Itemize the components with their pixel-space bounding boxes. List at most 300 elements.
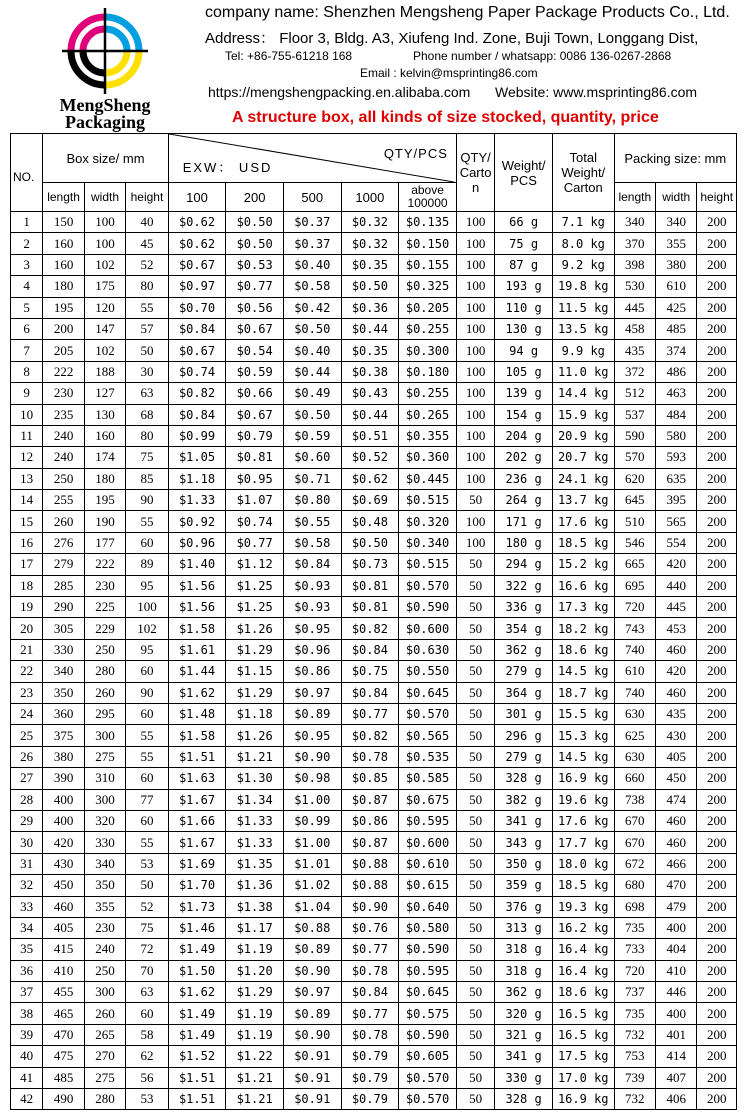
price-100: $0.67 bbox=[168, 340, 226, 361]
row-number: 20 bbox=[11, 618, 43, 639]
packing-length: 735 bbox=[614, 917, 655, 938]
packing-width: 450 bbox=[656, 768, 697, 789]
row-number: 35 bbox=[11, 939, 43, 960]
price-1000: $0.81 bbox=[341, 575, 399, 596]
packing-width: 453 bbox=[656, 618, 697, 639]
price-500: $1.00 bbox=[283, 789, 341, 810]
row-number: 3 bbox=[11, 254, 43, 275]
table-row bbox=[11, 896, 737, 917]
weight-per-pcs: 362 g bbox=[495, 982, 553, 1003]
packing-height: 200 bbox=[697, 1003, 737, 1024]
packing-length: 645 bbox=[614, 490, 655, 511]
price-500: $0.37 bbox=[283, 233, 341, 254]
box-length: 455 bbox=[43, 982, 84, 1003]
header-weight-pcs: Weight/ PCS bbox=[495, 134, 553, 212]
packing-width: 463 bbox=[656, 383, 697, 404]
row-number: 33 bbox=[11, 896, 43, 917]
price-100: $1.62 bbox=[168, 982, 226, 1003]
packing-width: 565 bbox=[656, 511, 697, 532]
weight-per-pcs: 376 g bbox=[495, 896, 553, 917]
price-1000: $0.32 bbox=[341, 233, 399, 254]
box-height: 102 bbox=[126, 618, 168, 639]
box-length: 290 bbox=[43, 597, 84, 618]
weight-per-pcs: 202 g bbox=[495, 447, 553, 468]
price-above-100000: $0.600 bbox=[399, 832, 457, 853]
box-height: 60 bbox=[126, 810, 168, 831]
weight-per-pcs: 354 g bbox=[495, 618, 553, 639]
price-above-100000: $0.135 bbox=[399, 212, 457, 233]
qty-per-carton: 100 bbox=[456, 361, 494, 382]
weight-per-pcs: 328 g bbox=[495, 1089, 553, 1110]
box-height: 40 bbox=[126, 212, 168, 233]
box-length: 380 bbox=[43, 746, 84, 767]
weight-per-pcs: 320 g bbox=[495, 1003, 553, 1024]
table-row bbox=[11, 212, 737, 233]
packing-height: 200 bbox=[697, 297, 737, 318]
price-100: $1.49 bbox=[168, 1003, 226, 1024]
box-length: 276 bbox=[43, 532, 84, 553]
price-100: $1.56 bbox=[168, 575, 226, 596]
packing-length: 735 bbox=[614, 1003, 655, 1024]
box-length: 180 bbox=[43, 276, 84, 297]
row-number: 11 bbox=[11, 425, 43, 446]
price-100: $1.48 bbox=[168, 703, 226, 724]
price-100: $1.52 bbox=[168, 1046, 226, 1067]
price-200: $1.15 bbox=[226, 661, 284, 682]
packing-height: 200 bbox=[697, 1067, 737, 1088]
price-100: $1.69 bbox=[168, 853, 226, 874]
weight-per-pcs: 301 g bbox=[495, 703, 553, 724]
qty-per-carton: 50 bbox=[456, 490, 494, 511]
packing-length: 445 bbox=[614, 297, 655, 318]
price-500: $0.58 bbox=[283, 276, 341, 297]
price-500: $0.95 bbox=[283, 725, 341, 746]
price-500: $0.91 bbox=[283, 1046, 341, 1067]
box-height: 68 bbox=[126, 404, 168, 425]
price-500: $0.50 bbox=[283, 404, 341, 425]
price-100: $1.58 bbox=[168, 725, 226, 746]
total-weight-carton: 17.6 kg bbox=[552, 810, 614, 831]
price-1000: $0.62 bbox=[341, 468, 399, 489]
price-200: $1.33 bbox=[226, 810, 284, 831]
table-row bbox=[11, 233, 737, 254]
packing-width: 406 bbox=[656, 1089, 697, 1110]
price-above-100000: $0.595 bbox=[399, 810, 457, 831]
price-100: $0.74 bbox=[168, 361, 226, 382]
price-500: $0.42 bbox=[283, 297, 341, 318]
row-number: 23 bbox=[11, 682, 43, 703]
packing-length: 610 bbox=[614, 661, 655, 682]
table-row bbox=[11, 703, 737, 724]
weight-per-pcs: 180 g bbox=[495, 532, 553, 553]
qty-per-carton: 100 bbox=[456, 212, 494, 233]
price-200: $0.79 bbox=[226, 425, 284, 446]
price-1000: $0.88 bbox=[341, 875, 399, 896]
price-1000: $0.36 bbox=[341, 297, 399, 318]
packing-length: 698 bbox=[614, 896, 655, 917]
weight-per-pcs: 330 g bbox=[495, 1067, 553, 1088]
price-100: $1.66 bbox=[168, 810, 226, 831]
total-weight-carton: 17.6 kg bbox=[552, 511, 614, 532]
packing-height: 200 bbox=[697, 532, 737, 553]
price-100: $1.33 bbox=[168, 490, 226, 511]
price-above-100000: $0.645 bbox=[399, 982, 457, 1003]
price-500: $0.71 bbox=[283, 468, 341, 489]
box-width: 240 bbox=[84, 939, 125, 960]
total-weight-carton: 18.6 kg bbox=[552, 982, 614, 1003]
company-name: company name: Shenzhen Mengsheng Paper Package Products Co., Ltd. bbox=[205, 4, 730, 21]
row-number: 24 bbox=[11, 703, 43, 724]
qty-per-carton: 50 bbox=[456, 1046, 494, 1067]
price-100: $1.58 bbox=[168, 618, 226, 639]
row-number: 39 bbox=[11, 1024, 43, 1045]
packing-length: 537 bbox=[614, 404, 655, 425]
price-200: $1.36 bbox=[226, 875, 284, 896]
row-number: 9 bbox=[11, 383, 43, 404]
price-above-100000: $0.570 bbox=[399, 1089, 457, 1110]
qty-per-carton: 50 bbox=[456, 896, 494, 917]
packing-length: 733 bbox=[614, 939, 655, 960]
price-1000: $0.50 bbox=[341, 532, 399, 553]
price-200: $1.25 bbox=[226, 575, 284, 596]
price-500: $0.44 bbox=[283, 361, 341, 382]
box-width: 229 bbox=[84, 618, 125, 639]
qty-per-carton: 50 bbox=[456, 661, 494, 682]
packing-width: 425 bbox=[656, 297, 697, 318]
packing-height: 200 bbox=[697, 1046, 737, 1067]
packing-width: 554 bbox=[656, 532, 697, 553]
box-length: 400 bbox=[43, 810, 84, 831]
box-height: 90 bbox=[126, 682, 168, 703]
total-weight-carton: 18.0 kg bbox=[552, 853, 614, 874]
box-width: 222 bbox=[84, 554, 125, 575]
box-height: 45 bbox=[126, 233, 168, 254]
total-weight-carton: 18.7 kg bbox=[552, 682, 614, 703]
qty-per-carton: 50 bbox=[456, 618, 494, 639]
box-height: 95 bbox=[126, 575, 168, 596]
packing-width: 440 bbox=[656, 575, 697, 596]
table-row bbox=[11, 661, 737, 682]
table-row bbox=[11, 361, 737, 382]
total-weight-carton: 20.9 kg bbox=[552, 425, 614, 446]
box-width: 102 bbox=[84, 254, 125, 275]
price-100: $0.97 bbox=[168, 276, 226, 297]
price-100: $1.51 bbox=[168, 1067, 226, 1088]
box-width: 355 bbox=[84, 896, 125, 917]
qty-per-carton: 50 bbox=[456, 1089, 494, 1110]
box-width: 230 bbox=[84, 917, 125, 938]
box-width: 300 bbox=[84, 982, 125, 1003]
table-row bbox=[11, 725, 737, 746]
weight-per-pcs: 87 g bbox=[495, 254, 553, 275]
price-500: $0.96 bbox=[283, 639, 341, 660]
price-above-100000: $0.550 bbox=[399, 661, 457, 682]
table-body bbox=[11, 212, 737, 1110]
qty-per-carton: 100 bbox=[456, 233, 494, 254]
box-height: 75 bbox=[126, 917, 168, 938]
total-weight-carton: 17.3 kg bbox=[552, 597, 614, 618]
price-500: $0.91 bbox=[283, 1089, 341, 1110]
packing-length: 435 bbox=[614, 340, 655, 361]
qty-per-carton: 100 bbox=[456, 468, 494, 489]
packing-length: 738 bbox=[614, 789, 655, 810]
packing-width: 474 bbox=[656, 789, 697, 810]
price-above-100000: $0.515 bbox=[399, 554, 457, 575]
packing-width: 420 bbox=[656, 661, 697, 682]
packing-length: 458 bbox=[614, 318, 655, 339]
price-above-100000: $0.575 bbox=[399, 1003, 457, 1024]
box-width: 190 bbox=[84, 511, 125, 532]
price-200: $1.38 bbox=[226, 896, 284, 917]
qty-per-carton: 100 bbox=[456, 511, 494, 532]
price-1000: $0.77 bbox=[341, 939, 399, 960]
weight-per-pcs: 171 g bbox=[495, 511, 553, 532]
packing-height: 200 bbox=[697, 361, 737, 382]
total-weight-carton: 16.5 kg bbox=[552, 1024, 614, 1045]
packing-width: 400 bbox=[656, 1003, 697, 1024]
packing-length: 720 bbox=[614, 960, 655, 981]
price-200: $0.50 bbox=[226, 233, 284, 254]
box-length: 405 bbox=[43, 917, 84, 938]
box-width: 260 bbox=[84, 1003, 125, 1024]
price-500: $0.40 bbox=[283, 254, 341, 275]
weight-per-pcs: 341 g bbox=[495, 810, 553, 831]
crosshair-logo-icon bbox=[62, 8, 148, 94]
price-1000: $0.84 bbox=[341, 982, 399, 1003]
box-height: 85 bbox=[126, 468, 168, 489]
table-row bbox=[11, 853, 737, 874]
price-100: $1.67 bbox=[168, 832, 226, 853]
total-weight-carton: 20.7 kg bbox=[552, 447, 614, 468]
box-width: 225 bbox=[84, 597, 125, 618]
packing-height: 200 bbox=[697, 917, 737, 938]
packing-width: 430 bbox=[656, 725, 697, 746]
price-1000: $0.73 bbox=[341, 554, 399, 575]
price-1000: $0.77 bbox=[341, 703, 399, 724]
price-1000: $0.79 bbox=[341, 1067, 399, 1088]
price-1000: $0.44 bbox=[341, 404, 399, 425]
packing-width: 374 bbox=[656, 340, 697, 361]
price-100: $0.92 bbox=[168, 511, 226, 532]
row-number: 32 bbox=[11, 875, 43, 896]
qty-per-carton: 50 bbox=[456, 746, 494, 767]
price-200: $0.67 bbox=[226, 404, 284, 425]
table-row bbox=[11, 490, 737, 511]
box-length: 235 bbox=[43, 404, 84, 425]
packing-height: 200 bbox=[697, 575, 737, 596]
price-200: $1.26 bbox=[226, 725, 284, 746]
box-height: 52 bbox=[126, 254, 168, 275]
table-row bbox=[11, 939, 737, 960]
weight-per-pcs: 318 g bbox=[495, 960, 553, 981]
qty-per-carton: 50 bbox=[456, 554, 494, 575]
packing-width: 479 bbox=[656, 896, 697, 917]
packing-width: 580 bbox=[656, 425, 697, 446]
box-width: 295 bbox=[84, 703, 125, 724]
box-height: 50 bbox=[126, 875, 168, 896]
packing-length: 670 bbox=[614, 832, 655, 853]
table-row bbox=[11, 447, 737, 468]
table-row bbox=[11, 554, 737, 575]
packing-width: 395 bbox=[656, 490, 697, 511]
price-above-100000: $0.300 bbox=[399, 340, 457, 361]
packing-height: 200 bbox=[697, 447, 737, 468]
table-row bbox=[11, 639, 737, 660]
price-500: $1.01 bbox=[283, 853, 341, 874]
price-500: $0.89 bbox=[283, 703, 341, 724]
box-height: 60 bbox=[126, 1003, 168, 1024]
price-100: $1.73 bbox=[168, 896, 226, 917]
header-qty-500: 500 bbox=[283, 183, 341, 212]
header-qty-pcs: QTY/PCS bbox=[383, 146, 448, 161]
packing-length: 370 bbox=[614, 233, 655, 254]
packing-height: 200 bbox=[697, 896, 737, 917]
price-200: $0.54 bbox=[226, 340, 284, 361]
price-100: $1.50 bbox=[168, 960, 226, 981]
price-100: $1.70 bbox=[168, 875, 226, 896]
row-number: 6 bbox=[11, 318, 43, 339]
price-500: $0.49 bbox=[283, 383, 341, 404]
weight-per-pcs: 343 g bbox=[495, 832, 553, 853]
row-number: 14 bbox=[11, 490, 43, 511]
total-weight-carton: 18.6 kg bbox=[552, 639, 614, 660]
table-row bbox=[11, 917, 737, 938]
box-length: 340 bbox=[43, 661, 84, 682]
price-200: $1.22 bbox=[226, 1046, 284, 1067]
total-weight-carton: 11.5 kg bbox=[552, 297, 614, 318]
price-100: $0.62 bbox=[168, 212, 226, 233]
packing-width: 484 bbox=[656, 404, 697, 425]
box-width: 280 bbox=[84, 661, 125, 682]
box-width: 275 bbox=[84, 746, 125, 767]
box-height: 72 bbox=[126, 939, 168, 960]
headline: A structure box, all kinds of size stocked, quantity, price bbox=[232, 109, 659, 126]
row-number: 27 bbox=[11, 768, 43, 789]
price-500: $0.99 bbox=[283, 810, 341, 831]
box-width: 177 bbox=[84, 532, 125, 553]
weight-per-pcs: 341 g bbox=[495, 1046, 553, 1067]
box-height: 90 bbox=[126, 490, 168, 511]
row-number: 17 bbox=[11, 554, 43, 575]
packing-height: 200 bbox=[697, 276, 737, 297]
packing-height: 200 bbox=[697, 597, 737, 618]
price-100: $1.05 bbox=[168, 447, 226, 468]
row-number: 18 bbox=[11, 575, 43, 596]
packing-width: 407 bbox=[656, 1067, 697, 1088]
price-1000: $0.81 bbox=[341, 597, 399, 618]
packing-height: 200 bbox=[697, 661, 737, 682]
header-packing-size: Packing size: mm bbox=[614, 134, 736, 183]
header-packing-height: height bbox=[697, 183, 737, 212]
price-500: $0.50 bbox=[283, 318, 341, 339]
price-100: $0.84 bbox=[168, 318, 226, 339]
price-500: $0.90 bbox=[283, 1024, 341, 1045]
box-width: 275 bbox=[84, 1067, 125, 1088]
qty-per-carton: 50 bbox=[456, 1067, 494, 1088]
box-length: 470 bbox=[43, 1024, 84, 1045]
price-200: $0.59 bbox=[226, 361, 284, 382]
price-1000: $0.35 bbox=[341, 340, 399, 361]
weight-per-pcs: 313 g bbox=[495, 917, 553, 938]
price-above-100000: $0.630 bbox=[399, 639, 457, 660]
price-1000: $0.86 bbox=[341, 810, 399, 831]
packing-height: 200 bbox=[697, 703, 737, 724]
price-200: $1.29 bbox=[226, 639, 284, 660]
telephone: Tel: +86-755-61218 168 bbox=[225, 49, 353, 63]
price-1000: $0.51 bbox=[341, 425, 399, 446]
price-200: $1.20 bbox=[226, 960, 284, 981]
price-above-100000: $0.180 bbox=[399, 361, 457, 382]
price-200: $0.67 bbox=[226, 318, 284, 339]
price-1000: $0.38 bbox=[341, 361, 399, 382]
packing-length: 720 bbox=[614, 597, 655, 618]
table-row bbox=[11, 575, 737, 596]
box-width: 340 bbox=[84, 853, 125, 874]
weight-per-pcs: 294 g bbox=[495, 554, 553, 575]
table-row bbox=[11, 768, 737, 789]
box-length: 222 bbox=[43, 361, 84, 382]
weight-per-pcs: 279 g bbox=[495, 746, 553, 767]
box-height: 60 bbox=[126, 768, 168, 789]
weight-per-pcs: 236 g bbox=[495, 468, 553, 489]
price-1000: $0.43 bbox=[341, 383, 399, 404]
table-row bbox=[11, 832, 737, 853]
row-number: 8 bbox=[11, 361, 43, 382]
weight-per-pcs: 139 g bbox=[495, 383, 553, 404]
price-500: $0.90 bbox=[283, 746, 341, 767]
box-length: 375 bbox=[43, 725, 84, 746]
weight-per-pcs: 279 g bbox=[495, 661, 553, 682]
qty-per-carton: 50 bbox=[456, 789, 494, 810]
row-number: 37 bbox=[11, 982, 43, 1003]
qty-per-carton: 50 bbox=[456, 575, 494, 596]
table-row bbox=[11, 789, 737, 810]
header-price-matrix bbox=[168, 134, 456, 183]
box-width: 300 bbox=[84, 725, 125, 746]
box-length: 420 bbox=[43, 832, 84, 853]
header-box-size: Box size/ mm bbox=[43, 134, 168, 183]
box-height: 50 bbox=[126, 340, 168, 361]
price-200: $1.19 bbox=[226, 1003, 284, 1024]
row-number: 16 bbox=[11, 532, 43, 553]
packing-length: 695 bbox=[614, 575, 655, 596]
table-row bbox=[11, 597, 737, 618]
price-100: $1.56 bbox=[168, 597, 226, 618]
box-length: 240 bbox=[43, 425, 84, 446]
price-above-100000: $0.355 bbox=[399, 425, 457, 446]
header-qty-200: 200 bbox=[226, 183, 284, 212]
table-row bbox=[11, 340, 737, 361]
total-weight-carton: 19.3 kg bbox=[552, 896, 614, 917]
price-above-100000: $0.515 bbox=[399, 490, 457, 511]
packing-width: 460 bbox=[656, 682, 697, 703]
price-1000: $0.82 bbox=[341, 618, 399, 639]
packing-width: 355 bbox=[656, 233, 697, 254]
box-length: 240 bbox=[43, 447, 84, 468]
box-height: 53 bbox=[126, 853, 168, 874]
price-above-100000: $0.590 bbox=[399, 1024, 457, 1045]
total-weight-carton: 16.9 kg bbox=[552, 1089, 614, 1110]
table-row bbox=[11, 1046, 737, 1067]
price-1000: $0.87 bbox=[341, 832, 399, 853]
packing-length: 670 bbox=[614, 810, 655, 831]
total-weight-carton: 16.5 kg bbox=[552, 1003, 614, 1024]
weight-per-pcs: 364 g bbox=[495, 682, 553, 703]
box-height: 63 bbox=[126, 383, 168, 404]
box-width: 260 bbox=[84, 682, 125, 703]
packing-height: 200 bbox=[697, 490, 737, 511]
qty-per-carton: 50 bbox=[456, 597, 494, 618]
